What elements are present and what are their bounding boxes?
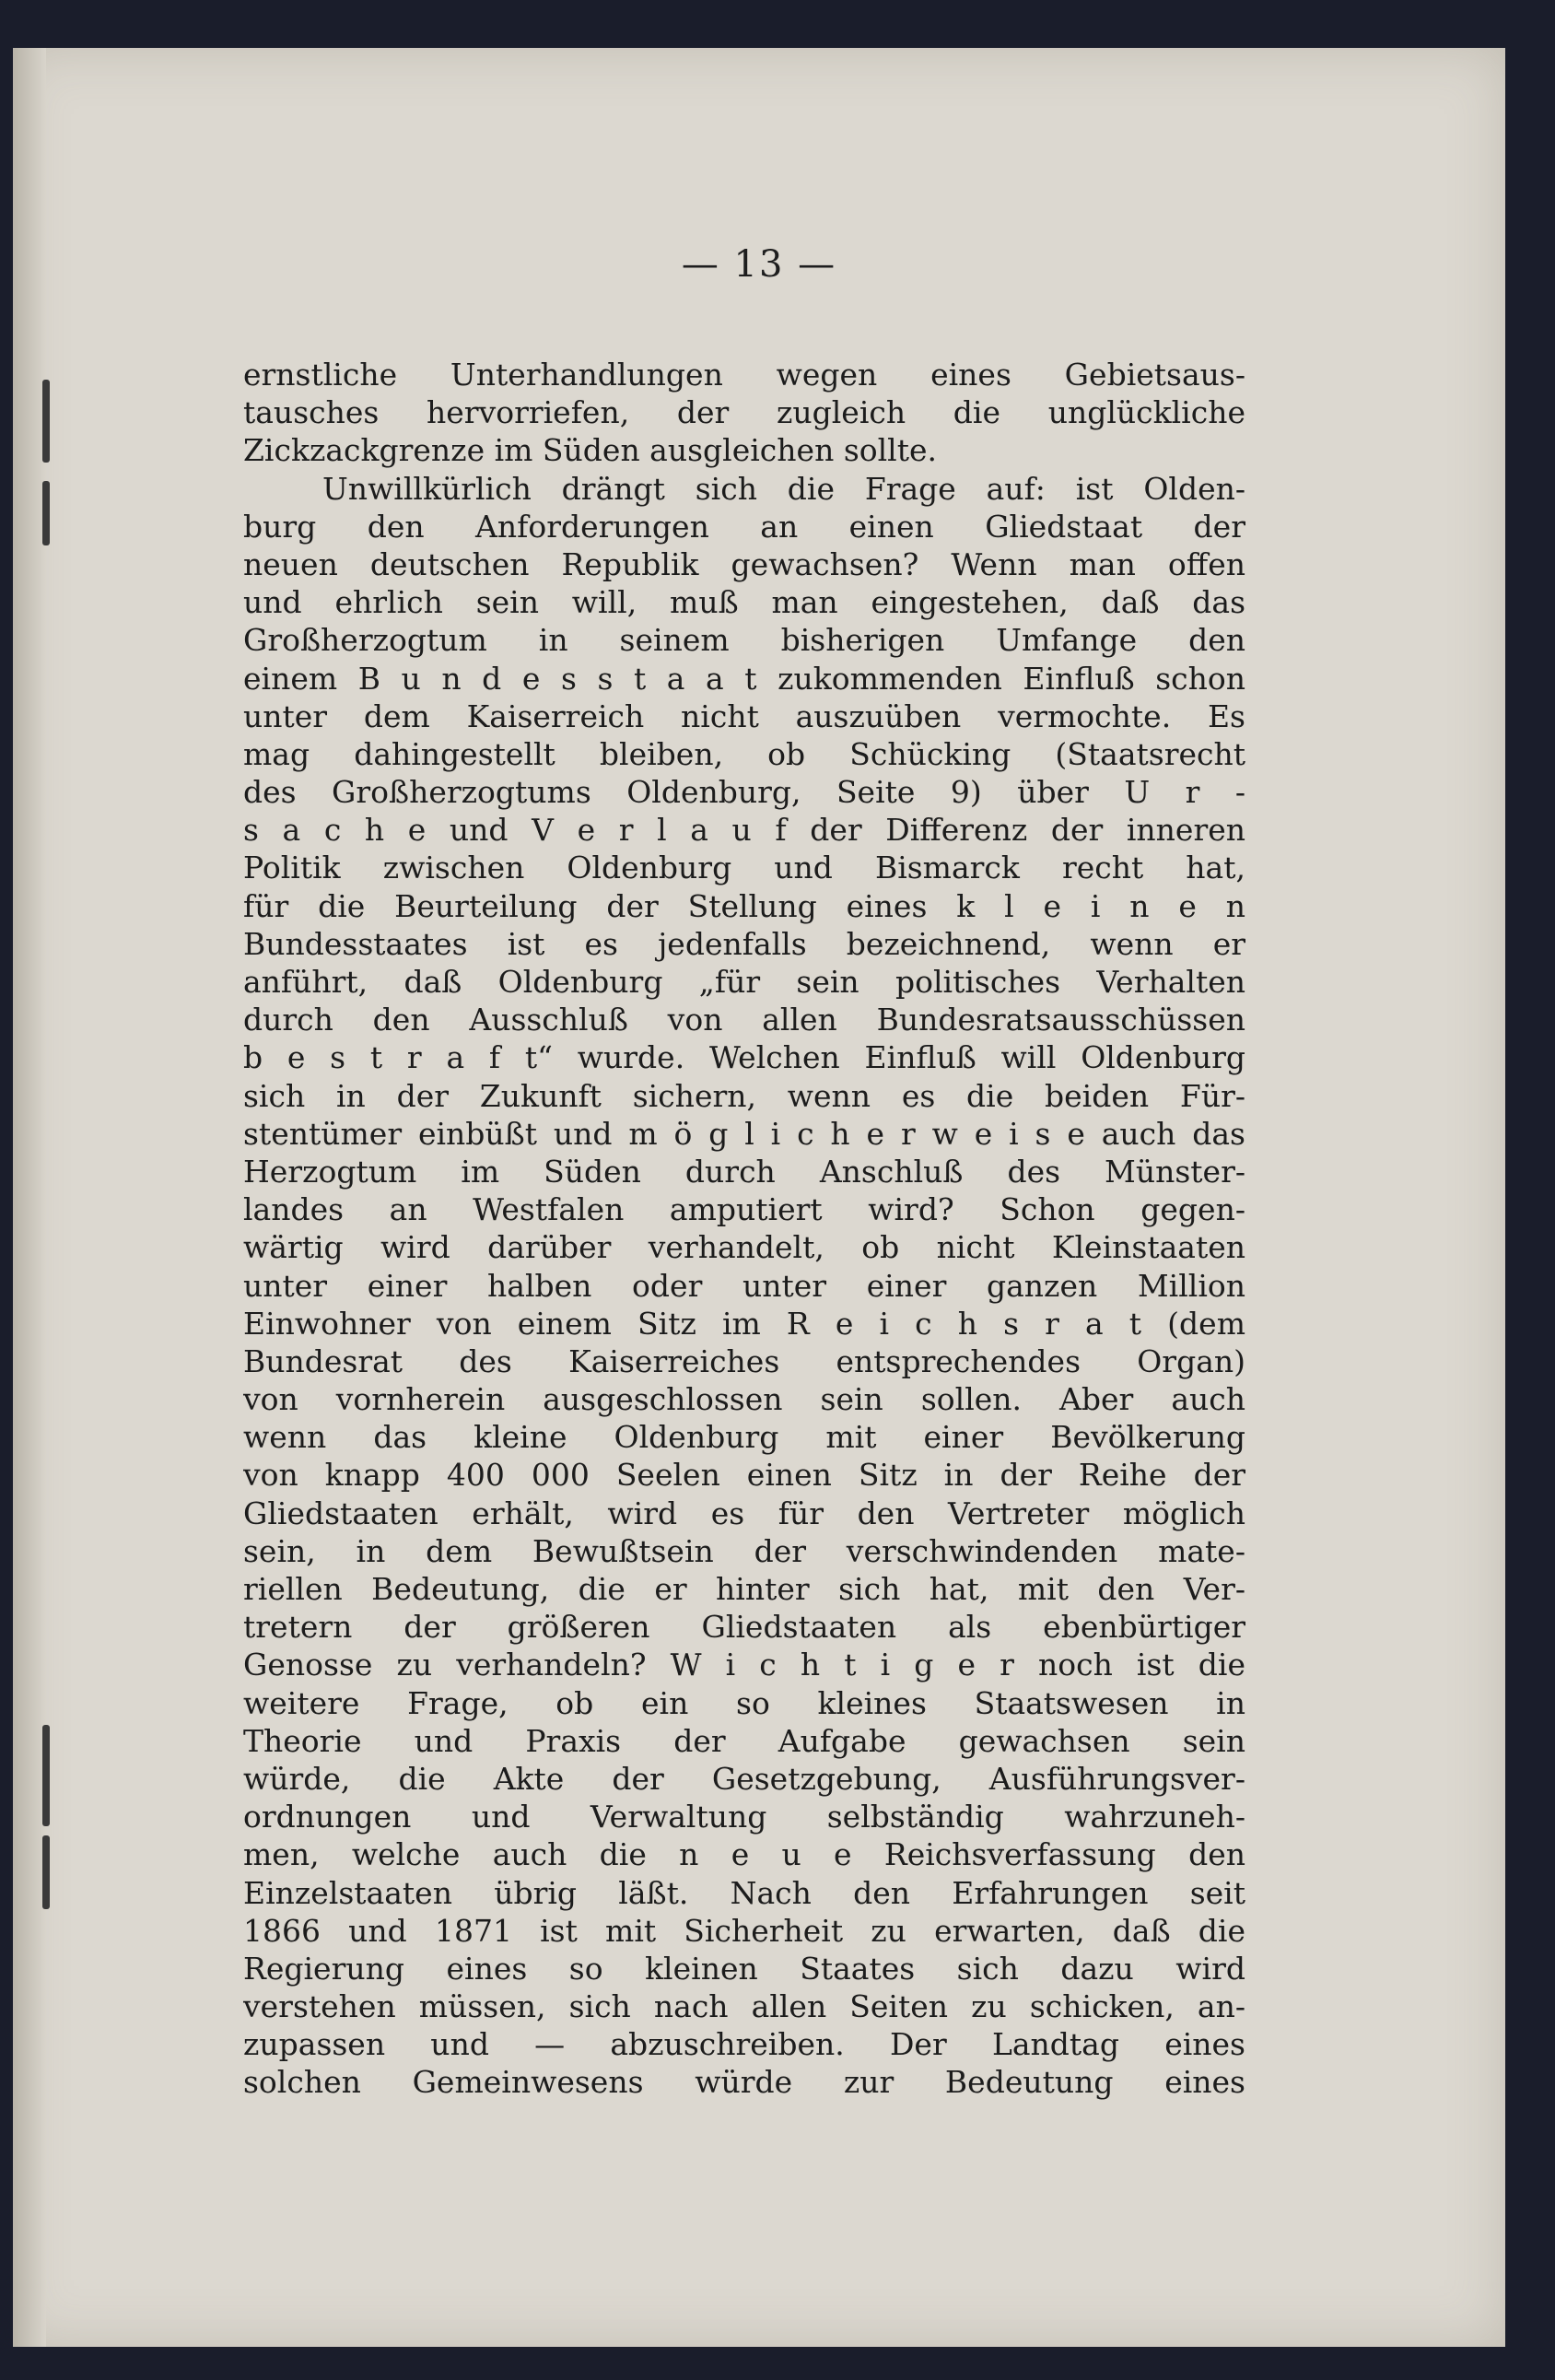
text-line: für die Beurteilung der Stellung eines k l e i n e n xyxy=(243,887,1245,924)
text-line: durch den Ausschluß von allen Bundesratsausschüssen xyxy=(243,1002,1245,1038)
page-binding xyxy=(13,48,46,2347)
text-line: von knapp 400 000 Seelen einen Sitz in der Reihe der xyxy=(243,1457,1245,1494)
text-line: Gliedstaaten erhält, wird es für den Vertreter möglich xyxy=(243,1495,1245,1531)
binding-thread xyxy=(42,1725,50,1826)
text-line: unter dem Kaiserreich nicht auszuüben vermochte. Es xyxy=(243,698,1245,734)
text-line: Großherzogtum in seinem bisherigen Umfange den xyxy=(243,622,1245,659)
text-line: ordnungen und Verwaltung selbständig wahrzuneh- xyxy=(243,1799,1245,1835)
text-line: Bundesrat des Kaiserreiches entsprechendes Organ) xyxy=(243,1342,1245,1379)
text-line: 1866 und 1871 ist mit Sicherheit zu erwarten, daß die xyxy=(243,1912,1245,1949)
text-line: Einzelstaaten übrig läßt. Nach den Erfahrungen seit xyxy=(243,1874,1245,1911)
text-line: burg den Anforderungen an einen Gliedstaat der xyxy=(243,508,1245,545)
text-line: Unwillkürlich drängt sich die Frage auf: ist Olden- xyxy=(322,470,1245,507)
text-line: Einwohner von einem Sitz im R e i c h s r a t (dem xyxy=(243,1305,1245,1342)
text-line: einem B u n d e s s t a a t zukommenden Einfluß schon xyxy=(243,660,1245,697)
text-line: tretern der größeren Gliedstaaten als ebenbürtiger xyxy=(243,1609,1245,1646)
text-line: neuen deutschen Republik gewachsen? Wenn man offen xyxy=(243,545,1245,582)
text-line: Zickzackgrenze im Süden ausgleichen sollte. xyxy=(243,432,938,469)
binding-thread xyxy=(42,481,50,545)
text-line: men, welche auch die n e u e Reichsverfassung den xyxy=(243,1836,1245,1873)
page-number: — 13 — xyxy=(681,243,837,286)
text-line: mag dahingestellt bleiben, ob Schücking (Staatsrecht xyxy=(243,735,1245,772)
text-line: verstehen müssen, sich nach allen Seiten zu schicken, an- xyxy=(243,1988,1245,2025)
text-line: Genosse zu verhandeln? W i c h t i g e r noch ist die xyxy=(243,1647,1245,1683)
book-page xyxy=(13,48,1505,2347)
text-line: riellen Bedeutung, die er hinter sich hat, mit den Ver- xyxy=(243,1571,1245,1607)
text-line: sein, in dem Bewußtsein der verschwindenden mate- xyxy=(243,1532,1245,1569)
text-line: stentümer einbüßt und m ö g l i c h e r w e i s e auch das xyxy=(243,1115,1245,1152)
text-line: ernstliche Unterhandlungen wegen eines Gebietsaus- xyxy=(243,357,1245,393)
text-line: Bundesstaates ist es jedenfalls bezeichnend, wenn er xyxy=(243,925,1245,962)
text-line: Theorie und Praxis der Aufgabe gewachsen sein xyxy=(243,1722,1245,1759)
text-line: sich in der Zukunft sichern, wenn es die beiden Für- xyxy=(243,1077,1245,1114)
text-line: zupassen und — abzuschreiben. Der Landtag eines xyxy=(243,2026,1245,2063)
text-line: Herzogtum im Süden durch Anschluß des Münster- xyxy=(243,1153,1245,1190)
text-line: landes an Westfalen amputiert wird? Schon gegen- xyxy=(243,1191,1245,1228)
text-line: des Großherzogtums Oldenburg, Seite 9) über U r - xyxy=(243,774,1245,811)
binding-thread xyxy=(42,1835,50,1909)
text-line: b e s t r a f t“ wurde. Welchen Einfluß will Oldenburg xyxy=(243,1039,1245,1076)
text-line: würde, die Akte der Gesetzgebung, Ausführungsver- xyxy=(243,1760,1245,1797)
text-line: Politik zwischen Oldenburg und Bismarck recht hat, xyxy=(243,850,1245,886)
text-line: solchen Gemeinwesens würde zur Bedeutung eines xyxy=(243,2064,1245,2101)
text-line: Regierung eines so kleinen Staates sich dazu wird xyxy=(243,1950,1245,1987)
text-line: tausches hervorriefen, der zugleich die unglückliche xyxy=(243,394,1245,431)
text-line: anführt, daß Oldenburg „für sein politisches Verhalten xyxy=(243,964,1245,1000)
text-line: wärtig wird darüber verhandelt, ob nicht Kleinstaaten xyxy=(243,1229,1245,1266)
text-line: wenn das kleine Oldenburg mit einer Bevölkerung xyxy=(243,1419,1245,1456)
text-line: weitere Frage, ob ein so kleines Staatswesen in xyxy=(243,1684,1245,1721)
text-line: unter einer halben oder unter einer ganzen Million xyxy=(243,1267,1245,1304)
text-line: s a c h e und V e r l a u f der Differenz der inneren xyxy=(243,812,1245,849)
binding-thread xyxy=(42,380,50,463)
text-line: von vornherein ausgeschlossen sein sollen. Aber auch xyxy=(243,1381,1245,1418)
body-text xyxy=(243,356,1245,2102)
text-line: und ehrlich sein will, muß man eingestehen, daß das xyxy=(243,584,1245,621)
